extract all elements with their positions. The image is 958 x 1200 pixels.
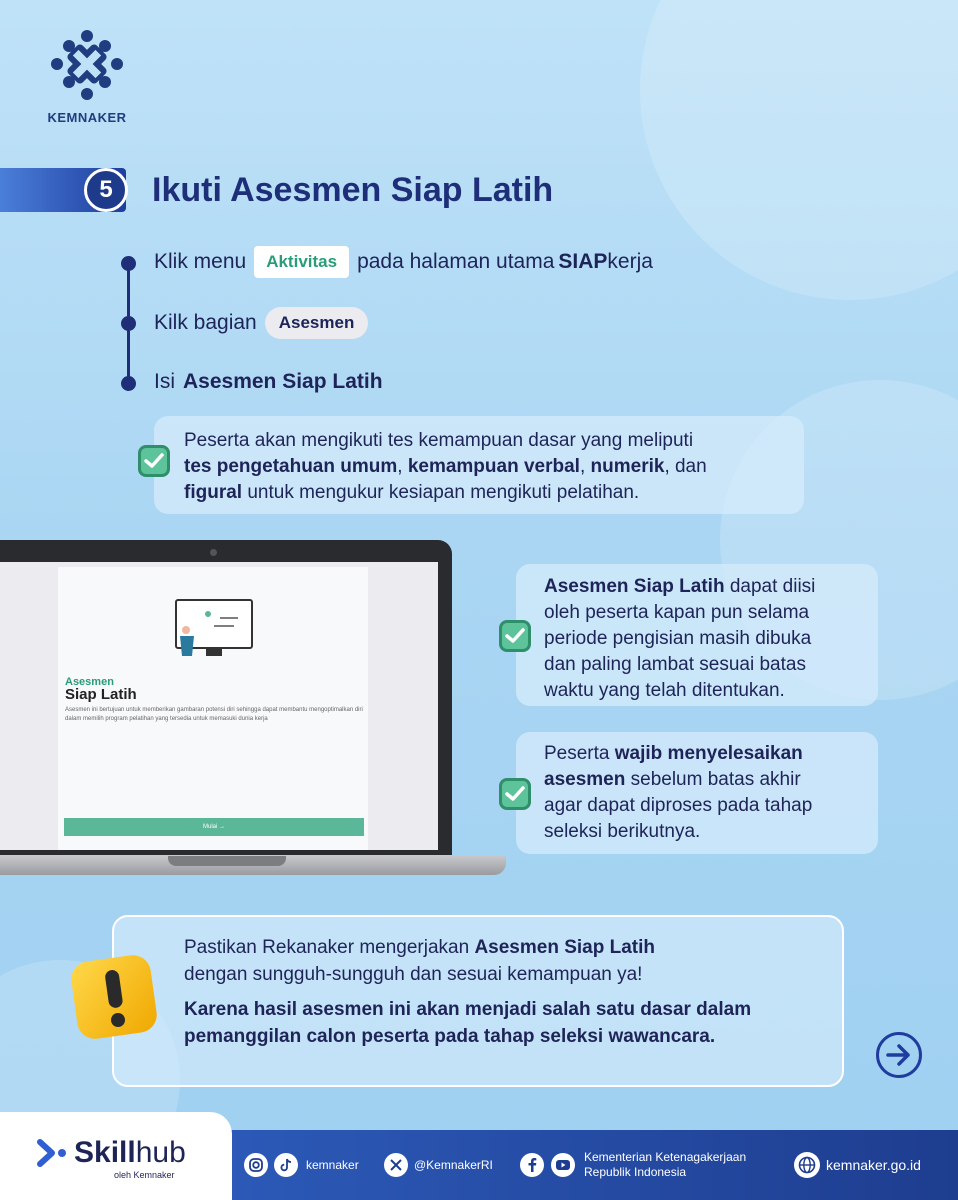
start-button[interactable]: Mulai → xyxy=(64,818,364,836)
skillhub-subtitle: oleh Kemnaker xyxy=(114,1170,175,1180)
timeline-dot xyxy=(121,316,136,331)
check-icon xyxy=(499,620,531,652)
item1-text: Klik menu xyxy=(154,250,247,273)
facebook-icon[interactable] xyxy=(520,1153,544,1177)
bg-circle xyxy=(640,0,958,300)
screen-small-title: Asesmen xyxy=(65,676,114,688)
item3-bold: Asesmen Siap Latih xyxy=(183,370,383,393)
screen-description: Asesmen ini bertujuan untuk memberikan gambaran potensi diri sehingga dapat membantu mengoptimalkan diri dalam memilih program pelatihan yang tersedia untuk memasuki dunia kerja xyxy=(65,707,363,722)
skillhub-logo xyxy=(36,1136,186,1170)
skill-light: hub xyxy=(135,1136,186,1169)
laptop-notch xyxy=(168,856,286,866)
item1-bold: SIAP xyxy=(558,250,608,273)
kemnaker-logo-icon xyxy=(47,28,127,104)
step-number: 5 xyxy=(84,168,128,212)
check-icon xyxy=(499,778,531,810)
next-button[interactable] xyxy=(876,1032,922,1078)
ministry-name: Kementerian Ketenagakerjaan Republik Indonesia xyxy=(584,1150,747,1179)
laptop-camera xyxy=(210,549,217,556)
x-icon[interactable] xyxy=(384,1153,408,1177)
aktivitas-chip: Aktivitas xyxy=(254,246,349,278)
warning-icon xyxy=(66,950,162,1044)
globe-icon[interactable] xyxy=(794,1152,820,1178)
item1-end: kerja xyxy=(607,250,653,273)
website-link[interactable]: kemnaker.go.id xyxy=(826,1157,921,1173)
social-handle-2: @KemnakerRI xyxy=(414,1158,493,1172)
screen-big-title: Siap Latih xyxy=(65,686,137,703)
item3-text: Isi xyxy=(154,370,175,393)
step-title: Ikuti Asesmen Siap Latih xyxy=(152,171,554,209)
tiktok-icon[interactable] xyxy=(274,1153,298,1177)
check-icon xyxy=(138,445,170,477)
illustration-icon xyxy=(168,596,260,662)
item1-after: pada halaman utama xyxy=(357,250,555,273)
card3-text: Peserta wajib menyelesaikan asesmen sebelum batas akhir agar dapat diproses pada tahap seleksi berikutnya. xyxy=(544,743,813,842)
logo-text: KEMNAKER xyxy=(47,110,127,125)
card1-text: Peserta akan mengikuti tes kemampuan dasar yang meliputi tes pengetahuan umum, kemampuan verbal, numerik, dan figural untuk mengukur kesiapan mengikuti pelatihan. xyxy=(184,430,707,503)
timeline-dot xyxy=(121,256,136,271)
kemnaker-logo xyxy=(42,28,132,125)
item2-text: Kilk bagian xyxy=(154,311,257,334)
arrow-right-icon xyxy=(886,1044,912,1066)
skillhub-icon xyxy=(36,1138,68,1168)
note-text: Pastikan Rekanaker mengerjakan Asesmen Siap Latih dengan sungguh-sungguh dan sesuai kemampuan ya! xyxy=(184,937,655,985)
youtube-icon[interactable] xyxy=(551,1153,575,1177)
asesmen-chip: Asesmen xyxy=(265,307,369,339)
timeline-dot xyxy=(121,376,136,391)
skill-bold: Skill xyxy=(74,1136,136,1169)
card2-text: Asesmen Siap Latih dapat diisi oleh peserta kapan pun selama periode pengisian masih dibuka dan paling lambat sesuai batas waktu yang telah ditentukan. xyxy=(544,576,816,701)
social-handle-1: kemnaker xyxy=(306,1158,359,1172)
timeline-item-3 xyxy=(154,370,383,394)
timeline-item-2 xyxy=(154,307,368,339)
instagram-icon[interactable] xyxy=(244,1153,268,1177)
note-strong-text: Karena hasil asesmen ini akan menjadi salah satu dasar dalam pemanggilan calon peserta pada tahap seleksi wawancara. xyxy=(184,999,752,1047)
timeline-item-1 xyxy=(154,246,653,278)
